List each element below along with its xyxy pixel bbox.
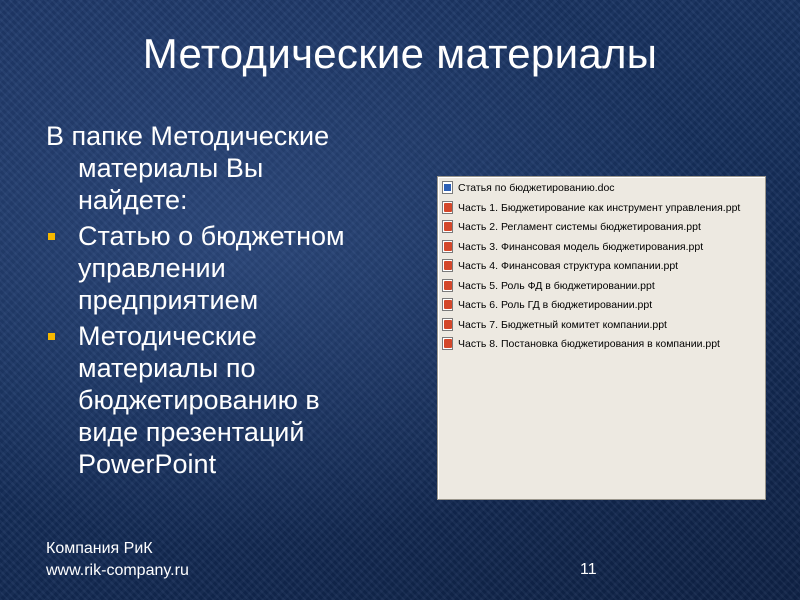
slide-body — [46, 120, 396, 480]
file-name: Часть 7. Бюджетный комитет компании.ppt — [458, 318, 667, 331]
intro-line: найдете: — [78, 185, 188, 215]
bullet-line: Статью о бюджетном — [78, 221, 345, 251]
bullet-line: бюджетированию в — [78, 385, 320, 415]
file-name: Часть 6. Роль ГД в бюджетировании.ppt — [458, 298, 653, 311]
file-item[interactable] — [442, 199, 740, 216]
intro-paragraph — [46, 120, 396, 216]
powerpoint-file-icon — [442, 337, 453, 350]
company-url: www.rik-company.ru — [46, 562, 189, 579]
bullet-line: Методические — [78, 321, 257, 351]
file-item[interactable] — [442, 257, 678, 274]
bullet-line: предприятием — [78, 285, 259, 315]
file-item[interactable] — [442, 218, 701, 235]
powerpoint-file-icon — [442, 220, 453, 233]
file-name: Часть 5. Роль ФД в бюджетировании.ppt — [458, 279, 655, 292]
word-document-icon — [442, 181, 453, 194]
footer — [46, 538, 189, 582]
powerpoint-file-icon — [442, 201, 453, 214]
powerpoint-file-icon — [442, 318, 453, 331]
intro-line: материалы Вы — [78, 153, 264, 183]
powerpoint-file-icon — [442, 279, 453, 292]
file-item[interactable] — [442, 179, 615, 196]
bullet-line: виде презентаций — [78, 417, 305, 447]
bullet-line: управлении — [78, 253, 226, 283]
powerpoint-file-icon — [442, 298, 453, 311]
file-name: Часть 8. Постановка бюджетирования в компании.ppt — [458, 337, 720, 350]
file-name: Часть 3. Финансовая модель бюджетирования.ppt — [458, 240, 704, 253]
file-item[interactable] — [442, 316, 667, 333]
file-list-panel — [437, 176, 766, 500]
file-name: Часть 2. Регламент системы бюджетирования.ppt — [458, 220, 701, 233]
file-item[interactable] — [442, 277, 655, 294]
square-bullet-icon — [48, 233, 55, 240]
page-number: 11 — [580, 561, 597, 578]
bullet-item-article — [46, 220, 396, 316]
file-name: Часть 4. Финансовая структура компании.ppt — [458, 259, 679, 272]
square-bullet-icon — [48, 333, 55, 340]
file-item[interactable] — [442, 335, 720, 352]
intro-line: В папке Методические — [46, 121, 330, 151]
file-name: Статья по бюджетированию.doc — [458, 181, 615, 194]
powerpoint-file-icon — [442, 259, 453, 272]
company-name: Компания РиК — [46, 540, 153, 557]
powerpoint-file-icon — [442, 240, 453, 253]
bullet-item-materials — [46, 320, 396, 480]
file-item[interactable] — [442, 296, 652, 313]
file-item[interactable] — [442, 238, 703, 255]
bullet-line: PowerPoint — [78, 449, 217, 479]
file-name: Часть 1. Бюджетирование как инструмент управления.ppt — [458, 201, 741, 214]
bullet-line: материалы по — [78, 353, 256, 383]
slide-title: Методические материалы — [142, 30, 658, 77]
